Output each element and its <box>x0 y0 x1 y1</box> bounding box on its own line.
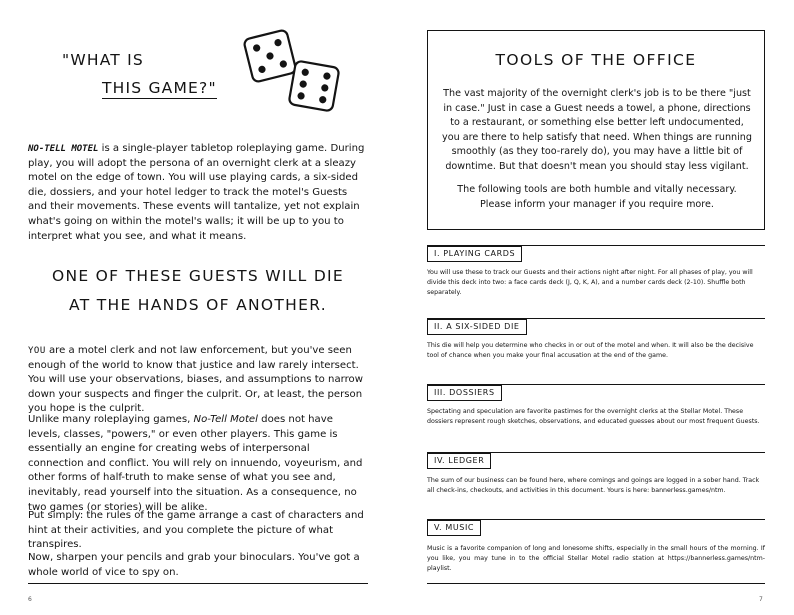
section-body-music: Music is a favorite companion of long and lonesome shifts, especially in the small hours of the morning. If you like, you may tune in to the official Stellar Motel radio station at https://bannerless.games/ntm-playlist. <box>427 545 765 573</box>
title-line-2: THIS GAME?" <box>102 79 217 97</box>
tools-title: TOOLS OF THE OFFICE <box>495 51 697 69</box>
intro-paragraph: NO-TELL MOTEL is a single-player tabletop roleplaying game. During play, you will adopt the persona of an overnight clerk at a sleazy motel on the edge of town. You will use playing cards, a six-sided die, dossiers, and your hotel ledger to track the motel's Guests and their movements. These events will tantalize, yet not explain what's going on within the motel's walls; it will be up to you to interpret what you see, and what it means. <box>28 143 365 242</box>
guest-death-heading: ONE OF THESE GUESTS WILL DIE AT THE HANDS OF ANOTHER. <box>51 267 345 314</box>
page-number: 6 <box>28 596 32 603</box>
tools-box <box>427 30 765 230</box>
section-body-ledger: The sum of our business can be found here, where comings and goings are logged in a sober hand. Track all check-ins, checkouts, and activities in this document. Yours is here: bannerless.games/ntm. <box>427 477 760 495</box>
title-line-1: "WHAT IS <box>62 51 144 69</box>
game-name: NO-TELL MOTEL <box>28 144 99 154</box>
right-page <box>397 0 794 615</box>
section-title <box>62 46 217 102</box>
footer-rule <box>28 583 368 584</box>
binoculars-paragraph: Now, sharpen your pencils and grab your binoculars. You've got a whole world of vice to spy on. <box>28 552 360 578</box>
dice-icon <box>242 22 348 114</box>
section-label-dossiers: III. DOSSIERS <box>427 385 502 401</box>
clerk-paragraph: YOU are a motel clerk and not law enforcement, but you've seen enough of the world to know that justice and law rarely intersect. You will use your observations, biases, and assumptions to narrow down your suspects and finger the culprit. Or, at least, the person you hope is the culprit. <box>28 345 363 415</box>
section-body-dossiers: Spectating and speculation are favorite pastimes for the overnight clerks at the Stellar Motel. These dossiers represent rough sketches, observations, and educated guesses about our most frequent Guests. <box>427 408 760 426</box>
section-label-music: V. MUSIC <box>427 520 481 536</box>
section-label-die: II. A SIX-SIDED DIE <box>427 319 527 335</box>
section-label-ledger: IV. LEDGER <box>427 453 491 469</box>
footer-rule <box>427 583 765 584</box>
page-number: 7 <box>759 596 763 603</box>
section-body-die: This die will help you determine who checks in or out of the motel and when. It will also be the decisive tool of chance when you make your final accusation at the end of the game. <box>427 342 754 360</box>
unlike-paragraph: Unlike many roleplaying games, No-Tell Motel does not have levels, classes, "powers," or even other players. This game is essentially an engine for creating webs of interpersonal connection and conflict. You will rely on innuendo, voyeurism, and other forms of half-truth to make sense of what you see and, inevitably, read yourself into the situation. As a consequence, no two games (or stories) will be alike. <box>28 414 363 513</box>
section-body-playing-cards: You will use these to track our Guests and their actions night after night. For all phases of play, you will divide this deck into two: a face cards deck (J, Q, K, A), and a number cards deck (2-10). Shuffle both separately. <box>427 269 753 297</box>
tools-intro: The vast majority of the overnight clerk's job is to be there "just in case." Just in case a Guest needs a towel, a phone, directions to a restaurant, or something else better left undocumented, you are there to help satisfy that need. When things are running smoothly (as they too-rarely do), you may have a little bit of downtime. But that doesn't mean you should stay less vigilant. <box>442 88 752 172</box>
simply-paragraph: Put simply: the rules of the game arrange a cast of characters and hint at their activities, and you complete the picture of what transpires. <box>28 510 364 551</box>
tools-note: The following tools are both humble and vitally necessary. Please inform your manager if you require more. <box>457 184 737 210</box>
section-label-playing-cards: I. PLAYING CARDS <box>427 246 522 262</box>
